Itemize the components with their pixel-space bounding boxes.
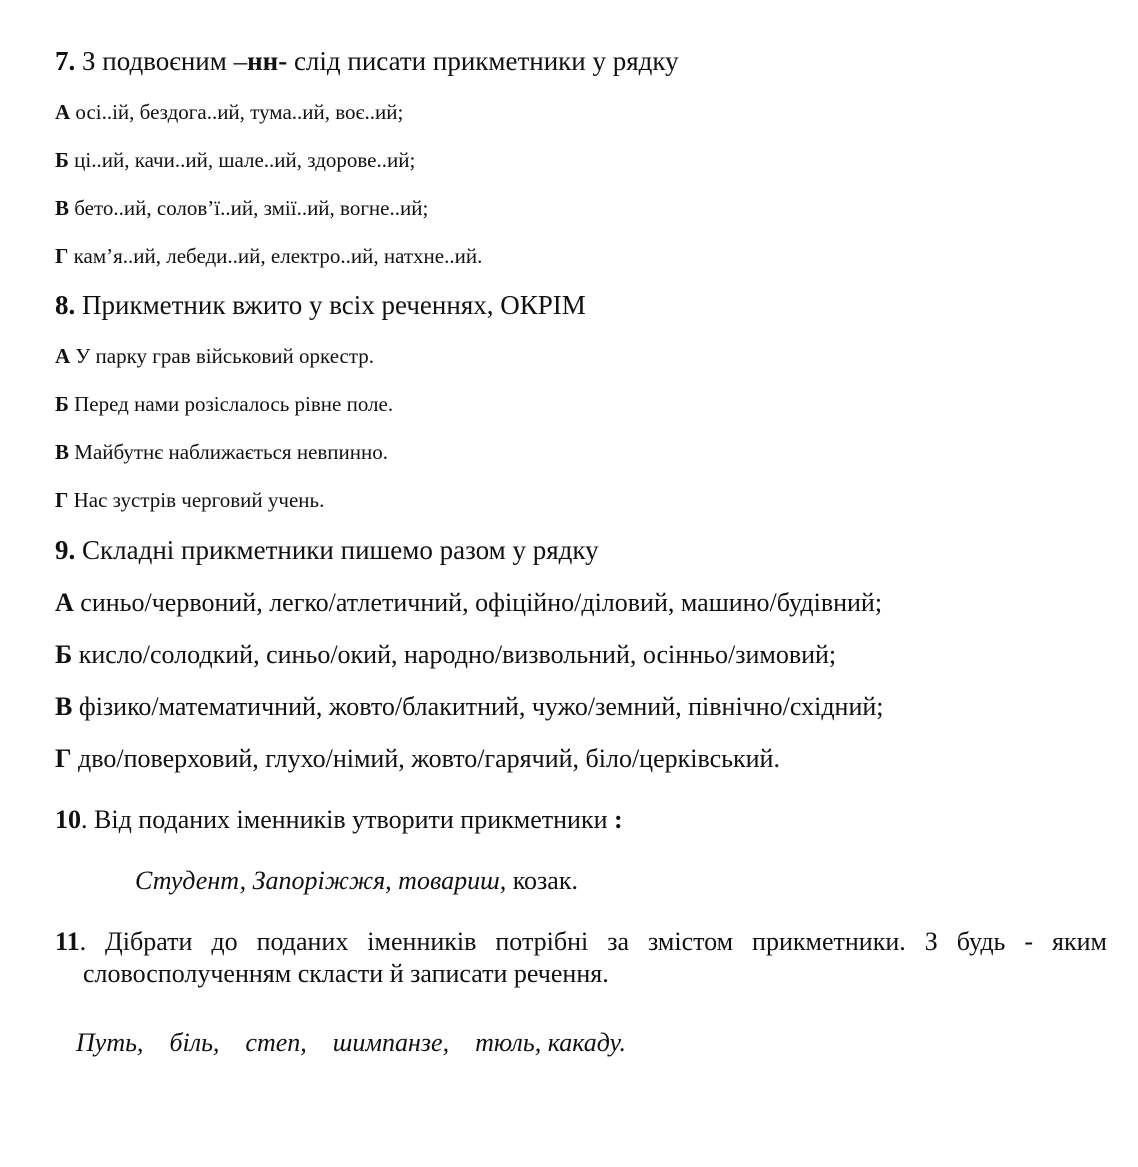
option-letter: Г	[55, 744, 72, 773]
option-text: кам’я..ий, лебеди..ий, електро..ий, натхне..ий.	[68, 244, 483, 268]
word-item: шимпанзе,	[332, 1028, 450, 1057]
option-text: бето..ий, солов’ї..ий, змії..ий, вогне..ий;	[69, 196, 429, 220]
question-9-text: Складні прикметники пишемо разом у рядку	[75, 535, 599, 565]
word-item: Путь,	[76, 1028, 144, 1057]
question-9-option-g	[55, 744, 780, 774]
option-text: осі..ій, бездога..ий, тума..ий, воє..ий;	[70, 100, 404, 124]
question-11-line-1	[55, 926, 1107, 958]
option-letter: Б	[55, 148, 69, 172]
question-8	[55, 290, 586, 321]
option-letter: Б	[55, 392, 69, 416]
word-item: тюль, какаду.	[475, 1028, 626, 1057]
question-11-line-2: словосполученням скласти й записати речення.	[83, 959, 609, 988]
question-10-words	[135, 866, 578, 896]
question-9-option-v	[55, 692, 884, 722]
question-9-option-b	[55, 640, 836, 670]
word-item: степ,	[245, 1028, 307, 1057]
question-7-bold: нн-	[247, 46, 288, 76]
option-letter: Г	[55, 488, 69, 512]
question-7-option-a	[55, 100, 403, 125]
question-7-option-g	[55, 244, 482, 269]
option-letter: В	[55, 196, 70, 220]
option-letter: А	[55, 100, 71, 124]
option-text: синьо/червоний, легко/атлетичний, офіційно/діловий, машино/будівний;	[73, 588, 883, 617]
question-11-text-line-1: . Дібрати до поданих іменників потрібні за змістом прикметники. З будь - яким	[79, 927, 1107, 956]
question-8-option-v	[55, 440, 388, 465]
question-10-words-plain: козак.	[506, 866, 578, 895]
option-text: Нас зустрів черговий учень.	[68, 488, 325, 512]
word-item: біль,	[169, 1028, 220, 1057]
question-7-option-b	[55, 148, 415, 173]
question-7-option-v	[55, 196, 428, 221]
question-8-option-a	[55, 344, 374, 369]
question-10-colon: :	[614, 805, 623, 834]
question-11-words	[76, 1028, 652, 1058]
question-9	[55, 535, 599, 566]
option-text: У парку грав військовий оркестр.	[70, 344, 375, 368]
option-text: кисло/солодкий, синьо/окий, народно/визвольний, осінньо/зимовий;	[72, 640, 837, 669]
question-9-number: 9.	[55, 535, 76, 565]
question-7-text-post: слід писати прикметники у рядку	[287, 46, 679, 76]
option-letter: А	[55, 344, 71, 368]
question-11	[55, 926, 1107, 990]
question-8-option-g	[55, 488, 324, 513]
question-7	[55, 46, 679, 77]
option-letter: Б	[55, 640, 73, 669]
option-text: фізико/математичний, жовто/блакитний, чужо/земний, північно/східний;	[72, 692, 884, 721]
question-7-text-pre: З подвоєним –	[75, 46, 248, 76]
option-letter: В	[55, 440, 70, 464]
question-8-number: 8.	[55, 290, 76, 320]
question-10-words-italic: Студент, Запоріжжя, товариш,	[135, 866, 507, 895]
option-text: Перед нами розіслалось рівне поле.	[68, 392, 394, 416]
option-letter: А	[55, 588, 74, 617]
question-9-option-a	[55, 588, 882, 618]
question-10-text: . Від поданих іменників утворити прикметники	[81, 805, 614, 834]
option-letter: В	[55, 692, 73, 721]
question-10-number: 10	[55, 805, 81, 834]
option-letter: Г	[55, 244, 69, 268]
question-8-option-b	[55, 392, 393, 417]
question-7-number: 7.	[55, 46, 76, 76]
question-8-text: Прикметник вжито у всіх реченнях, ОКРІМ	[75, 290, 586, 320]
option-text: дво/поверховий, глухо/німий, жовто/гарячий, біло/церківський.	[71, 744, 780, 773]
option-text: Майбутнє наближається невпинно.	[69, 440, 389, 464]
question-11-number: 11	[55, 927, 80, 956]
question-10	[55, 805, 623, 835]
option-text: ці..ий, качи..ий, шале..ий, здорове..ий;	[68, 148, 416, 172]
